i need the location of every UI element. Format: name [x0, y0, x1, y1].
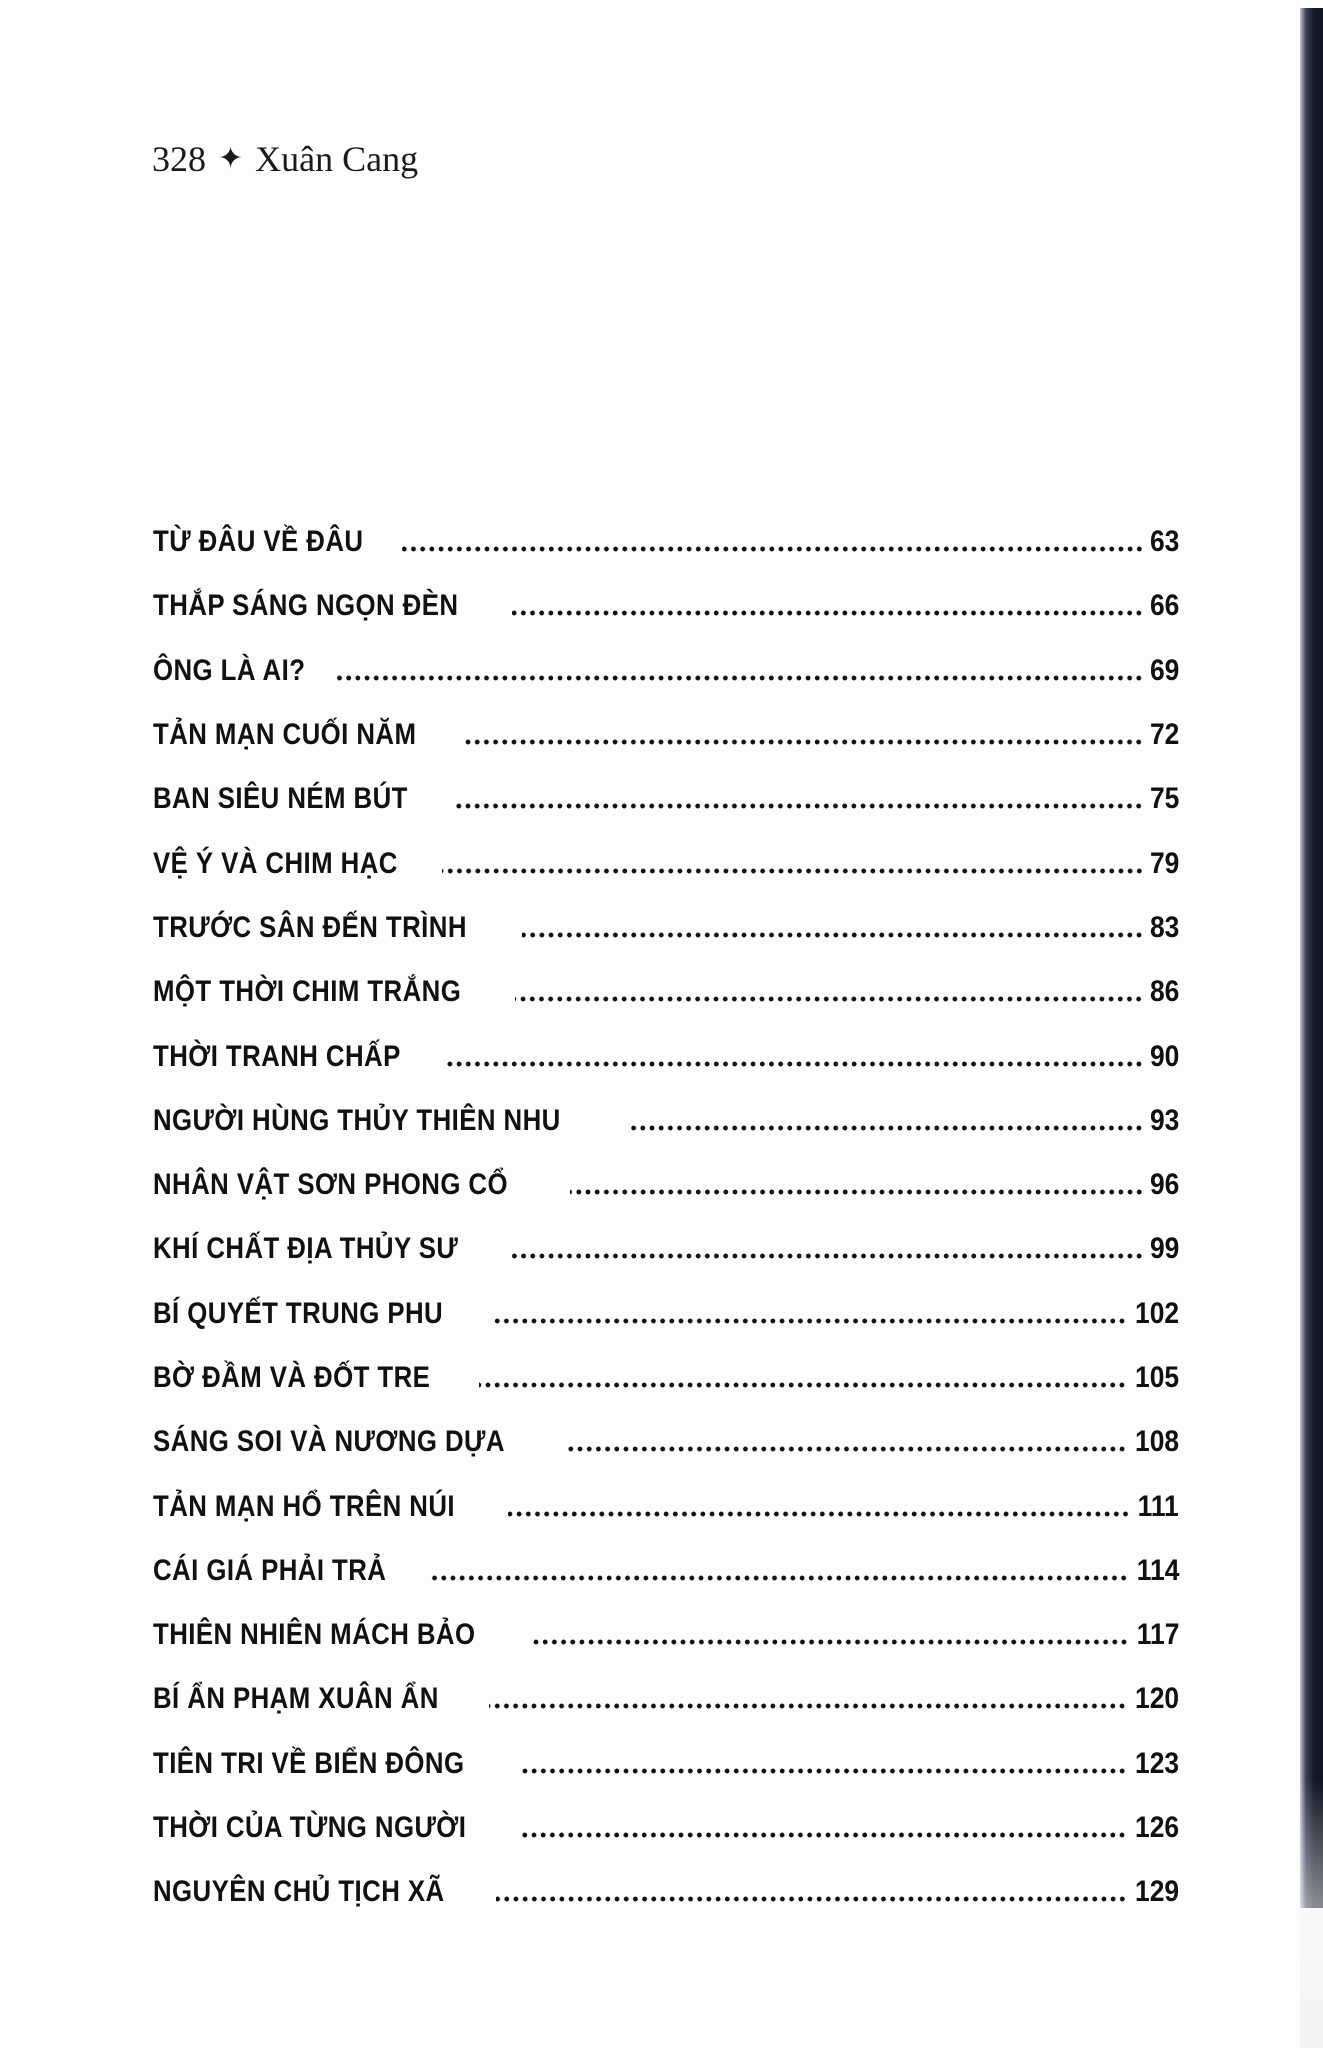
toc-entry-page: 129	[1134, 1875, 1179, 1909]
toc-entry-page: 114	[1136, 1553, 1179, 1587]
toc-entry	[153, 510, 1179, 574]
toc-entry-title: BÍ QUYẾT TRUNG PHU	[153, 1296, 444, 1330]
toc-entry-page: 126	[1134, 1811, 1179, 1845]
edge-fade	[1300, 1780, 1323, 2048]
toc-entry-page: 111	[1137, 1489, 1179, 1523]
toc-entry-page: 66	[1149, 589, 1179, 623]
dot-leader	[521, 1832, 1127, 1838]
toc-entry-page: 72	[1149, 718, 1179, 752]
toc-entry-title: ÔNG LÀ AI?	[153, 653, 306, 687]
toc-entry-page: 105	[1134, 1361, 1179, 1394]
toc-entry	[153, 639, 1179, 703]
dot-leader	[445, 1061, 1144, 1067]
four-point-star-icon: ✦	[218, 142, 244, 175]
toc-entry	[153, 1474, 1179, 1538]
toc-entry-title: KHÍ CHẤT ĐỊA THỦY SƯ	[153, 1232, 459, 1266]
toc-entry	[153, 1217, 1179, 1281]
toc-entry	[153, 896, 1179, 960]
toc-entry-title: TẢN MẠN CUỐI NĂM	[153, 718, 417, 752]
toc-entry-page: 120	[1134, 1682, 1179, 1716]
dot-leader	[479, 1382, 1127, 1388]
toc-entry-title: BAN SIÊU NÉM BÚT	[153, 782, 408, 816]
toc-entry-page: 99	[1149, 1232, 1179, 1266]
toc-entry-page: 83	[1149, 910, 1179, 944]
toc-entry-page: 117	[1136, 1618, 1179, 1652]
toc-entry-title: VỆ Ý VÀ CHIM HẠC	[153, 846, 398, 880]
toc-entry-page: 102	[1134, 1296, 1179, 1330]
dot-leader	[442, 868, 1144, 874]
toc-entry-title: TẢN MẠN HỔ TRÊN NÚI	[153, 1489, 455, 1523]
toc-entry	[153, 960, 1179, 1024]
page-number: 328	[152, 139, 206, 179]
toc-entry	[153, 1282, 1179, 1346]
toc-entry-title: TRƯỚC SÂN ĐẾN TRÌNH	[153, 910, 467, 944]
toc-entry-page: 86	[1149, 975, 1179, 1009]
table-of-contents	[153, 510, 1179, 1925]
toc-entry	[153, 1024, 1179, 1088]
toc-entry-page: 123	[1134, 1746, 1179, 1780]
toc-entry-title: TỪ ĐÂU VỀ ĐÂU	[153, 525, 364, 559]
toc-entry-page: 96	[1149, 1168, 1179, 1202]
toc-entry	[153, 1153, 1179, 1217]
dot-leader	[522, 932, 1144, 938]
dot-leader	[512, 610, 1143, 616]
toc-entry-page: 93	[1149, 1103, 1179, 1137]
dot-leader	[463, 739, 1143, 745]
dot-leader	[512, 1253, 1144, 1259]
dot-leader	[532, 1639, 1129, 1645]
toc-entry	[153, 1603, 1179, 1667]
toc-entry-page: 69	[1149, 653, 1179, 687]
toc-entry	[153, 1089, 1179, 1153]
dot-leader	[566, 1446, 1127, 1452]
toc-entry	[153, 1732, 1179, 1796]
toc-entry-page: 63	[1149, 525, 1179, 559]
dot-leader	[515, 996, 1143, 1002]
toc-entry	[153, 1410, 1179, 1474]
toc-entry-title: CÁI GIÁ PHẢI TRẢ	[153, 1553, 387, 1587]
author-name: Xuân Cang	[255, 139, 419, 179]
dot-leader	[519, 1768, 1127, 1774]
toc-entry-title: THỜI CỦA TỪNG NGƯỜI	[153, 1811, 467, 1845]
book-spine-edge	[1300, 8, 1323, 1908]
toc-entry-page: 75	[1149, 782, 1179, 816]
dot-leader	[334, 675, 1143, 681]
dot-leader	[508, 1511, 1130, 1517]
toc-entry-title: BÍ ẨN PHẠM XUÂN ẨN	[153, 1682, 439, 1716]
toc-entry-title: NHÂN VẬT SƠN PHONG CỔ	[153, 1168, 508, 1202]
running-head	[152, 138, 418, 180]
toc-entry-title: BỜ ĐẦM VÀ ĐỐT TRE	[153, 1361, 431, 1394]
toc-entry-page: 108	[1134, 1425, 1179, 1459]
toc-entry	[153, 767, 1179, 831]
dot-leader	[402, 546, 1144, 552]
toc-entry-page: 90	[1149, 1039, 1179, 1073]
toc-entry	[153, 574, 1179, 638]
dot-leader	[489, 1703, 1127, 1709]
toc-entry	[153, 703, 1179, 767]
dot-leader	[496, 1896, 1127, 1902]
dot-leader	[570, 1189, 1144, 1195]
toc-entry-title: NGƯỜI HÙNG THỦY THIÊN NHU	[153, 1103, 561, 1137]
toc-entry-title: SÁNG SOI VÀ NƯƠNG DỰA	[153, 1425, 505, 1459]
dot-leader	[494, 1318, 1127, 1324]
toc-entry-title: THIÊN NHIÊN MÁCH BẢO	[153, 1618, 476, 1652]
toc-entry-title: THỜI TRANH CHẤP	[153, 1039, 401, 1073]
dot-leader	[428, 1575, 1128, 1581]
toc-entry-page: 79	[1149, 846, 1179, 880]
toc-entry	[153, 1860, 1179, 1924]
toc-entry	[153, 831, 1179, 895]
toc-entry-title: MỘT THỜI CHIM TRẮNG	[153, 975, 462, 1009]
dot-leader	[453, 803, 1143, 809]
dot-leader	[631, 1125, 1144, 1131]
toc-entry	[153, 1667, 1179, 1731]
toc-entry-title: NGUYÊN CHỦ TỊCH XÃ	[153, 1875, 445, 1909]
toc-entry	[153, 1796, 1179, 1860]
toc-entry	[153, 1539, 1179, 1603]
toc-entry-title: THẮP SÁNG NGỌN ĐÈN	[153, 589, 459, 623]
toc-entry	[153, 1346, 1179, 1410]
toc-entry-title: TIÊN TRI VỀ BIỂN ĐÔNG	[153, 1746, 465, 1780]
